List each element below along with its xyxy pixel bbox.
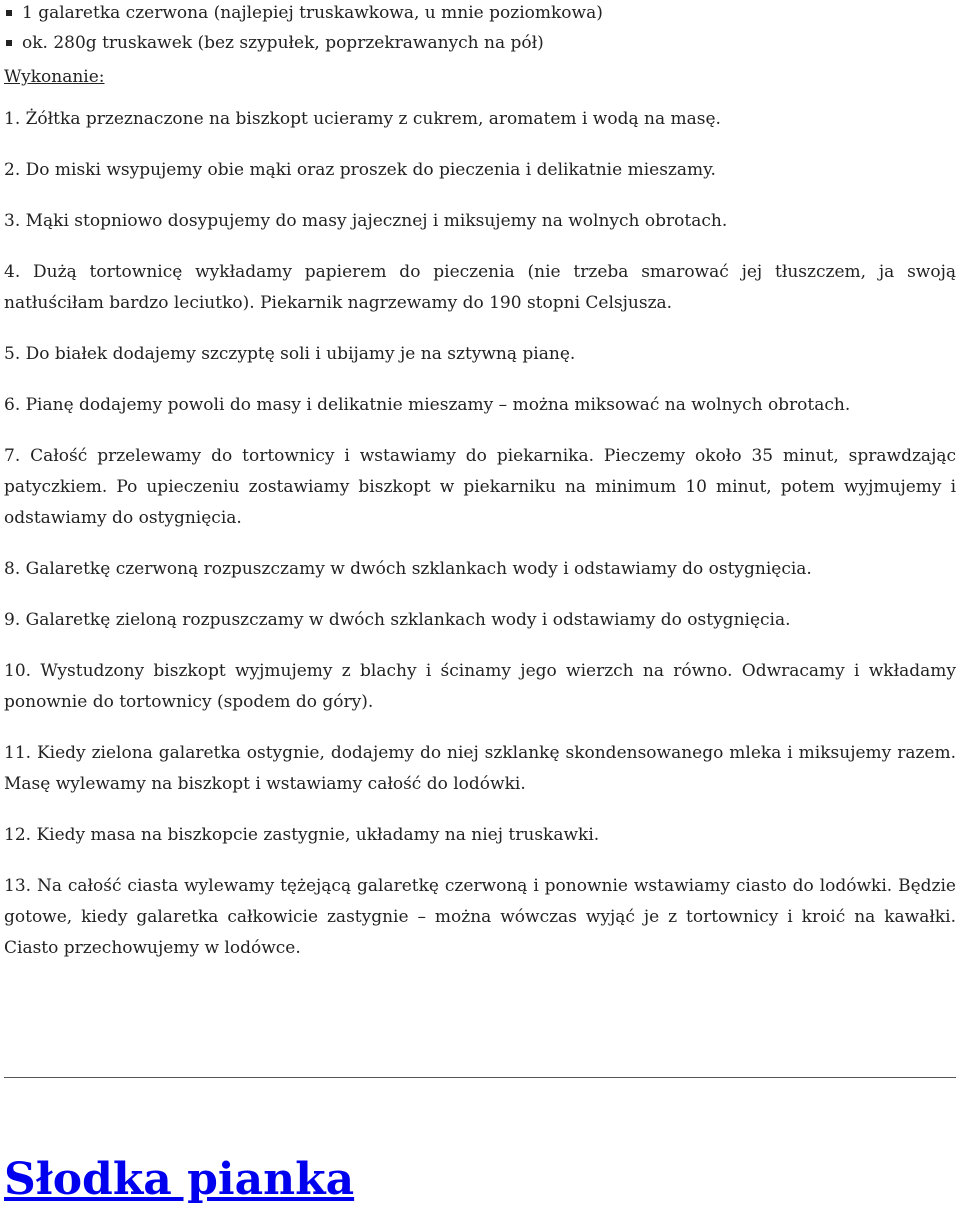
ingredient-text: ok. 280g truskawek (bez szypułek, poprzekrawanych na pół) xyxy=(22,33,544,53)
step-8: 8. Galaretkę czerwoną rozpuszczamy w dwóch szklankach wody i odstawiamy do ostygnięcia. xyxy=(4,559,812,579)
ingredient-item xyxy=(4,0,956,30)
ingredient-list xyxy=(4,0,956,60)
steps-list xyxy=(4,104,956,964)
ingredient-text: 1 galaretka czerwona (najlepiej truskawkowa, u mnie poziomkowa) xyxy=(22,3,603,23)
step-12: 12. Kiedy masa na biszkopcie zastygnie, układamy na niej truskawki. xyxy=(4,825,600,845)
step-4: 4. Dużą tortownicę wykładamy papierem do pieczenia (nie trzeba smarować jej tłuszczem, ja swoją natłuściłam bardzo leciutko). Piekarnik nagrzewamy do 190 stopni Celsjusza. xyxy=(4,262,956,313)
preparation-heading: Wykonanie: xyxy=(4,67,105,87)
step-3: 3. Mąki stopniowo dosypujemy do masy jajecznej i miksujemy na wolnych obrotach. xyxy=(4,211,728,231)
next-recipe-title-link[interactable]: Słodka pianka xyxy=(4,1154,355,1205)
step-5: 5. Do białek dodajemy szczyptę soli i ubijamy je na sztywną pianę. xyxy=(4,344,576,364)
square-bullet-icon xyxy=(6,40,12,46)
step-9: 9. Galaretkę zieloną rozpuszczamy w dwóch szklankach wody i odstawiamy do ostygnięcia. xyxy=(4,610,791,630)
square-bullet-icon xyxy=(6,10,12,16)
section-divider xyxy=(4,1077,956,1078)
step-11: 11. Kiedy zielona galaretka ostygnie, dodajemy do niej szklankę skondensowanego mleka i miksujemy razem. Masę wylewamy na biszkopt i wstawiamy całość do lodówki. xyxy=(4,743,956,794)
step-1: 1. Żółtka przeznaczone na biszkopt ucieramy z cukrem, aromatem i wodą na masę. xyxy=(4,109,721,129)
recipe-content xyxy=(4,0,956,984)
step-10: 10. Wystudzony biszkopt wyjmujemy z blachy i ścinamy jego wierzch na równo. Odwracamy i wkładamy ponownie do tortownicy (spodem do góry). xyxy=(4,661,956,712)
step-2: 2. Do miski wsypujemy obie mąki oraz proszek do pieczenia i delikatnie mieszamy. xyxy=(4,160,716,180)
step-13: 13. Na całość ciasta wylewamy tężejącą galaretkę czerwoną i ponownie wstawiamy ciasto do lodówki. Będzie gotowe, kiedy galaretka całkowicie zastygnie – można wówczas wyjąć je z tortownicy i kroić na kawałki. Ciasto przechowujemy w lodówce. xyxy=(4,876,956,958)
ingredient-item xyxy=(4,30,956,60)
step-7: 7. Całość przelewamy do tortownicy i wstawiamy do piekarnika. Pieczemy około 35 minut, sprawdzając patyczkiem. Po upieczeniu zostawiamy biszkopt w piekarniku na minimum 10 minut, potem wyjmujemy i odstawiamy do ostygnięcia. xyxy=(4,446,956,528)
step-6: 6. Pianę dodajemy powoli do masy i delikatnie mieszamy – można miksować na wolnych obrotach. xyxy=(4,395,851,415)
